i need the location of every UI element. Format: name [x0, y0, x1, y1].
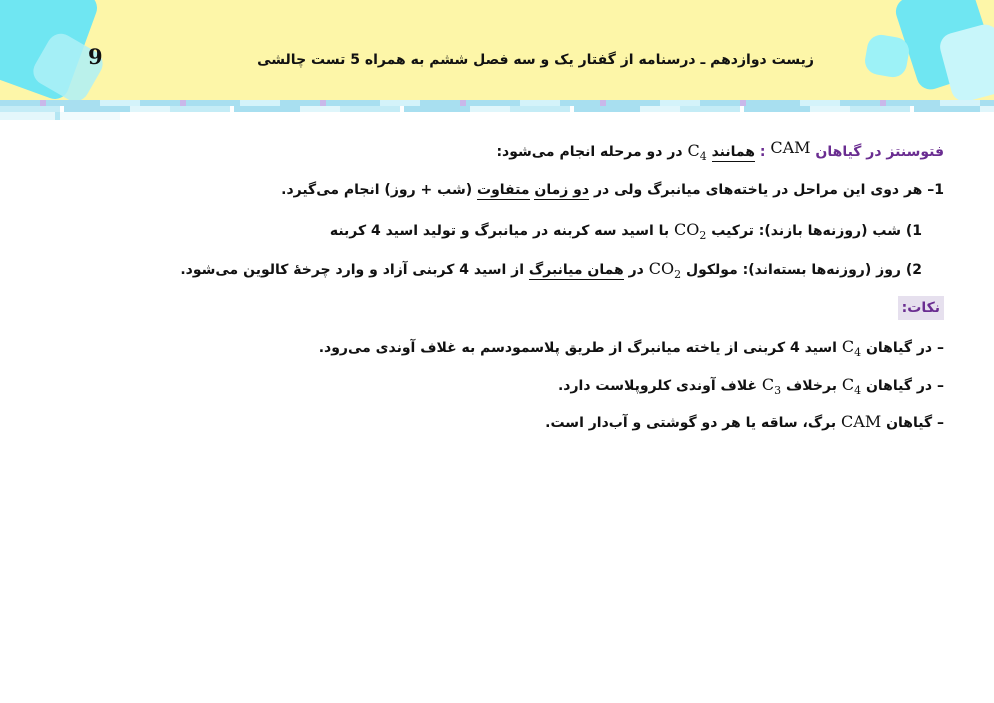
day-co2: $CO_2$	[648, 259, 682, 282]
note-3-cam: CAM	[841, 412, 882, 431]
note-2-c3: $C_3$	[761, 375, 782, 398]
note-1-dash: –	[937, 340, 944, 356]
note-3-text-a: گیاهان	[886, 415, 933, 431]
page-header	[0, 0, 994, 100]
heading-like: همانند	[711, 144, 755, 160]
point-1-text-b: (شب + روز) انجام می‌گیرد.	[281, 182, 473, 198]
header-stripe-thin	[0, 112, 994, 120]
heading-c4: $C_4$	[687, 141, 707, 164]
day-number: 2)	[905, 262, 922, 278]
note-3-dash: –	[937, 415, 944, 431]
heading-line	[496, 136, 944, 169]
heading-cam: CAM	[770, 138, 811, 157]
note-2-dash: –	[937, 378, 944, 394]
point-1-underline-two-times: دو زمان	[534, 182, 590, 198]
page-number: 9	[88, 44, 103, 69]
day-stage	[180, 257, 922, 287]
point-1-text-a: هر دوی این مراحل در یاخته‌های میانبرگ ولی در	[593, 182, 923, 198]
heading-rest: در دو مرحله انجام می‌شود:	[496, 144, 683, 160]
day-text-c: از اسید 4 کربنی آزاد و وارد چرخۀ کالوین می‌شود.	[180, 262, 525, 278]
day-text-a: روز (روزنه‌ها بسته‌اند): مولکول	[685, 262, 901, 278]
note-1-c4: $C_4$	[841, 337, 862, 360]
night-text-b: با اسید سه کربنه در میانبرگ و تولید اسید 4 کربنه	[329, 223, 670, 239]
point-1-number: 1–	[927, 182, 944, 198]
night-number: 1)	[905, 223, 922, 239]
heading-colon: :	[759, 144, 766, 160]
note-1-text-a: در گیاهان	[865, 340, 933, 356]
note-2-text-b: برخلاف	[786, 378, 837, 394]
point-1-underline-different: متفاوت	[477, 182, 530, 198]
night-stage	[330, 218, 922, 248]
decor-shape-right-small	[863, 33, 911, 80]
note-item-3	[545, 410, 944, 435]
day-underline-same-mesophyll: همان میانبرگ	[528, 262, 624, 278]
night-text-a: شب (روزنه‌ها بازند): ترکیب	[711, 223, 901, 239]
note-item-2	[558, 373, 944, 403]
day-text-b: در	[628, 262, 644, 278]
notes-heading	[898, 296, 944, 320]
note-3-text-b: برگ، ساقه یا هر دو گوشتی و آب‌دار است.	[545, 415, 837, 431]
point-1	[281, 178, 944, 202]
note-2-c4: $C_4$	[841, 375, 862, 398]
note-2-text-a: در گیاهان	[865, 378, 933, 394]
header-title: زیست دوازدهم ـ درسنامه از گفتار یک و سه فصل ششم به همراه 5 تست چالشی	[257, 52, 814, 68]
night-co2: $CO_2$	[674, 220, 707, 243]
notes-label: نکات:	[898, 296, 944, 320]
note-1-text-b: اسید 4 کربنی از یاخته میانبرگ از طریق پلاسمودسم به غلاف آوندی می‌رود.	[318, 340, 837, 356]
note-item-1	[319, 335, 944, 365]
note-2-text-c: غلاف آوندی کلروپلاست دارد.	[557, 378, 758, 394]
heading-title: فتوسنتز در گیاهان	[815, 144, 944, 160]
